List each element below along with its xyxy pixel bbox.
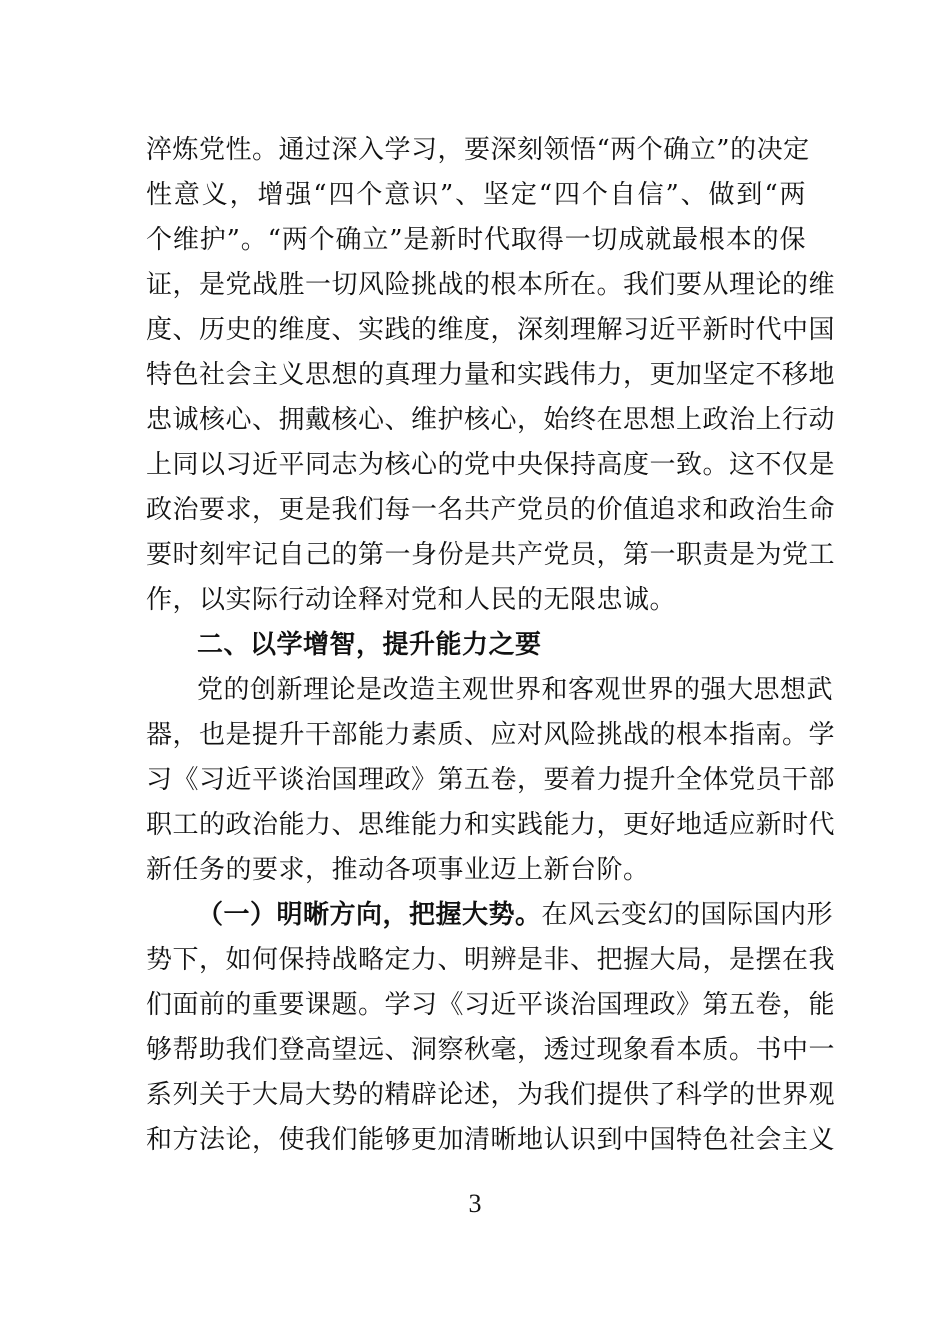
body-text-line: 器，也是提升干部能力素质、应对风险挑战的根本指南。学 — [146, 720, 836, 750]
body-text-line: 淬炼党性。通过深入学习，要深刻领悟“两个确立”的决定 — [146, 135, 810, 165]
body-text-line: 们面前的重要课题。学习《习近平谈治国理政》第五卷，能 — [146, 990, 836, 1020]
body-text-line: 政治要求，更是我们每一名共产党员的价值追求和政治生命 — [146, 495, 836, 525]
body-text-line: 度、历史的维度、实践的维度，深刻理解习近平新时代中国 — [146, 315, 836, 345]
body-text-line: 要时刻牢记自己的第一身份是共产党员，第一职责是为党工 — [146, 540, 836, 570]
subheading-bold: （一）明晰方向，把握大势。 — [197, 900, 542, 930]
body-text-line: 作，以实际行动诠释对党和人民的无限忠诚。 — [146, 585, 677, 615]
body-text-line: 新任务的要求，推动各项事业迈上新台阶。 — [146, 855, 650, 885]
body-text-line: 证，是党战胜一切风险挑战的根本所在。我们要从理论的维 — [146, 270, 836, 300]
body-text-line: 党的创新理论是改造主观世界和客观世界的强大思想武 — [197, 675, 834, 705]
body-text-line: 上同以习近平同志为核心的党中央保持高度一致。这不仅是 — [146, 450, 836, 480]
body-text-line: 职工的政治能力、思维能力和实践能力，更好地适应新时代 — [146, 810, 836, 840]
subheading-rest: 在风云变幻的国际国内形 — [541, 900, 834, 930]
body-text-line: 习《习近平谈治国理政》第五卷，要着力提升全体党员干部 — [146, 765, 836, 795]
body-text-line: 忠诚核心、拥戴核心、维护核心，始终在思想上政治上行动 — [146, 405, 836, 435]
section-heading: 二、以学增智，提升能力之要 — [197, 630, 542, 660]
body-text-line: 性意义，增强“四个意识”、坚定“四个自信”、做到“两 — [146, 180, 806, 210]
page-number: 3 — [468, 1189, 482, 1218]
body-text-line: 个维护”。“两个确立”是新时代取得一切成就最根本的保 — [146, 225, 806, 255]
body-text-line: 系列关于大局大势的精辟论述，为我们提供了科学的世界观 — [146, 1080, 836, 1110]
subheading-line — [197, 893, 834, 937]
body-text-line: 势下，如何保持战略定力、明辨是非、把握大局，是摆在我 — [146, 945, 836, 975]
body-text-line: 特色社会主义思想的真理力量和实践伟力，更加坚定不移地 — [146, 360, 836, 390]
body-text-line: 够帮助我们登高望远、洞察秋毫，透过现象看本质。书中一 — [146, 1035, 836, 1065]
body-text-line: 和方法论，使我们能够更加清晰地认识到中国特色社会主义 — [146, 1125, 836, 1155]
